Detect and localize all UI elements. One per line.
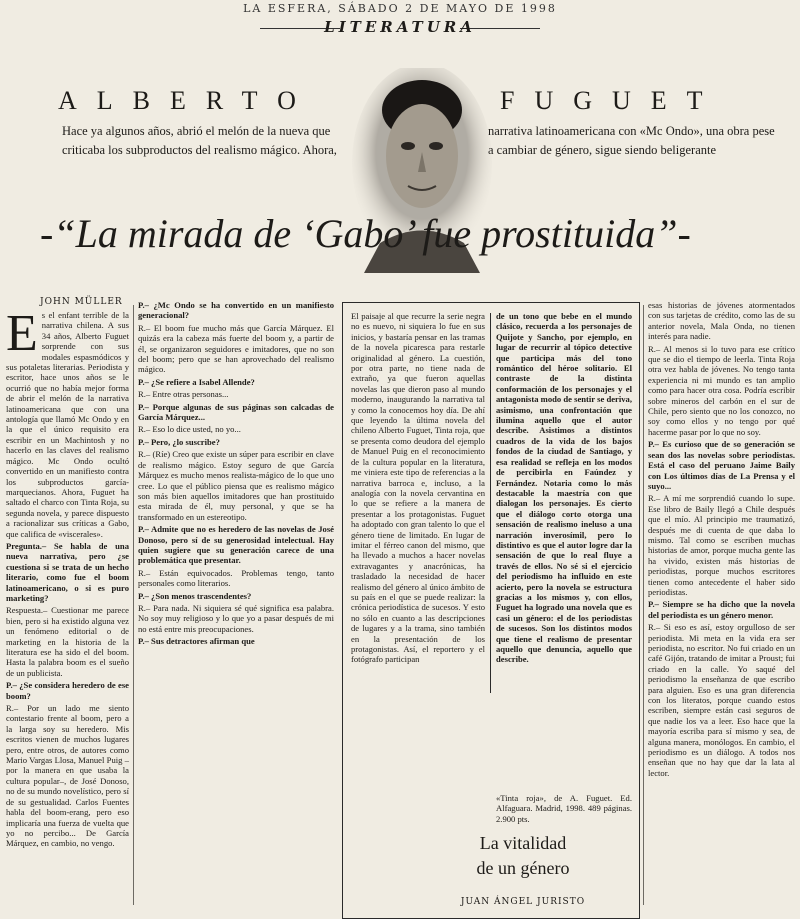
col4-paragraph: R.– Al menos si lo tuvo para ese crítico que se dio el tiempo de leerla. Tinta Roja otra vez habla de jóvenes. No tengo tanta experiencia ni mi mundo es tan amplio como para hacer otra cosa. Podría escribir sobre mineros del carbón en el sur de Chile, pero siento que no los conozco, no soy como ellos y no tengo por qué hacerme pasar por lo que no soy. — [648, 343, 795, 437]
col2-paragraph: P.– Porque algunas de sus páginas son calcadas de García Márquez... — [138, 401, 334, 423]
col2-paragraph: P.– ¿Son menos trascendentes? — [138, 590, 252, 601]
author-last-name: FUGUET — [500, 86, 723, 115]
col2-paragraph: R.– El boom fue mucho más que García Márquez. El quizás era la cabeza más fuerte del boom y, a partir de él, se organizaron seguidores e imitadores, que no son del boom; pero que se han aprovechado del realismo mágico. — [138, 322, 334, 375]
intro-left: Hace ya algunos años, abrió el melón de la nueva que criticaba los subproductos del realismo mágico. Ahora, — [62, 124, 337, 157]
col1-paragraph: P.– ¿Se considera heredero de ese boom? — [6, 680, 129, 701]
headline: -“La mirada de ‘Gabo’ fue prostituida”- — [40, 211, 691, 256]
section-title: LITERATURA — [324, 18, 476, 36]
col4-paragraph: P.– Siempre se ha dicho que la novela del periodista es un género menor. — [648, 599, 795, 620]
review-title-line-1: La vitalidad — [479, 833, 567, 853]
col4-paragraph: R.– A mí me sorprendió cuando lo supe. Ese libro de Baily llegó a Chile después que el mío. Al principio me traumatizó, después me di cuenta de que daba lo mismo. Tal como se escriben muchas historias de amor, porque mucha gente las ha vivido, existen más historias de periodistas, porque muchos escritores tienen como antecedente el haber sido periodistas. — [648, 493, 795, 597]
col4-paragraph: R.– Si eso es así, estoy orgulloso de ser periodista. Mi meta en la vida era ser periodista, no escritor. No fui criado en un café Gijón, tratando de imitar a Proust; fui criado en la calle. Yo saqué del periodismo la enseñanza de que escribo para alguien. Eso es una gran diferencia con los literatos, porque cuando estos escriben, siempre están casi seguros de que nadie los va a leer. Eso hace que la mayoría escriba para sí mismo y sea, de alguna manera, monólogos. En cambio, el periodismo es un diálogo. A todos nos enseñan que no hay que dar la lata al lector. — [648, 622, 795, 778]
col2-paragraph: R.– Están equivocados. Problemas tengo, tanto personales como literarios. — [138, 567, 334, 589]
byline: JOHN MÜLLER — [40, 297, 123, 307]
col2-paragraph: R.– Para nada. Ni siquiera sé qué significa esa palabra. No soy muy religioso y lo que yo a pasar después de mi no está entre mis preocupaciones. — [138, 602, 334, 634]
review-left-text: El paisaje al que recurre la serie negra no es nuevo, ni siquiera lo fue en sus inicios, y bastaría pensar en las tramas de la novela picaresca para restarle originalidad al género. La cuestión, por otra parte, no tiene nada de extraño, ya que fueron aquellas novelas las que dieron paso al mundo moderno, inaugurando la narrativa tal y como la conocemos hoy día. De ahí que leyendo la última novela del chileno Alberto Fuguet, Tinta roja, que se presenta como deudora del ejemplo de Manuel Puig en el reconocimiento de la cultura popular en la literatura, me viniera este tipo de referencias a la narrativa barroca e, incluso, a la analogía con la novela cervantina en lo que se refiere a la manera de presentar a los protagonistas. Fuguet ha adoptado con gran talento lo que el género tiene de limitado. En lugar de imitar el férreo canon del mismo, que ha llevado a muchos a hacer novelas extravagantes y anacrónicas, ha trasladado la necesidad de hacer realismo del género al único ámbito de su país en el que se puede realizar: la crónica periodística de sucesos. Y esto no sólo en cuanto a las descripciones de lugares y a la trama, sino también en la presentación de los protagonistas. Así, el reportero y el fotógrafo participan — [351, 311, 485, 665]
col2-paragraph: R.– Eso lo dice usted, no yo... — [138, 424, 241, 435]
review-box — [342, 302, 640, 919]
review-column-left — [351, 311, 485, 896]
masthead: LA ESFERA, SÁBADO 2 DE MAYO DE 1998 — [243, 2, 557, 15]
author-first-name: ALBERTO — [58, 86, 316, 115]
col2-paragraph: R.– (Ríe) Creo que existe un súper para escribir en clave de realismo mágico. Estoy seguro de que García Márquez es mucho menos realista-mágico de lo que uno cree. Lo que el público piensa que es realismo mágico son más bien aquellos imitadores que han prostituido esta mirada de él, muy personal, y que se ha transformado en un estereotipo. — [138, 449, 334, 522]
column-4 — [648, 300, 795, 910]
review-citation: «Tinta roja», de A. Fuguet. Ed. Alfaguara. Madrid, 1998. 489 páginas. 2.900 pts. — [496, 793, 632, 824]
column-1 — [6, 310, 129, 910]
column-rule — [133, 305, 134, 905]
intro-right: narrativa latinoamericana con «Mc Ondo», una obra pese a cambiar de género, sigue siendo beligerante — [488, 124, 775, 157]
col1-paragraph: s el enfant terrible de la narrativa chilena. A sus 34 años, Alberto Fuguet sorprende con sus modales espasmódicos y sus potaletas literarias. Periodista y escritor, hace unos años se le ocurrió que no había mejor forma de abrir el melón de la narrativa latinoamericana que con una antología que llamó Mc Ondo y en la que el único requisito era escribir en un Machintosh y no hacerlo en las claves del realismo mágico. Mc Ondo ocultó convertido en un manifiesto contra los subproductos garcía-marquecianos. Ahora, Fuguet ha saltado el charco con Tinta Roja, su segunda novela, y parece dispuesto a racionalizar sus críticas a Gabo, que califica de «viscerales». — [6, 310, 129, 539]
col4-paragraph: P.– Es curioso que de so generación se sean dos las novelas sobre periodistas. Está el caso del peruano Jaime Baily con Los últimos días de La Prensa y el suyo... — [648, 439, 795, 491]
col2-paragraph: P.– ¿Se refiere a Isabel Allende? — [138, 376, 255, 387]
col2-paragraph: P.– Pero, ¿lo suscribe? — [138, 436, 220, 447]
col2-paragraph: P.– Admite que no es heredero de las novelas de José Donoso, pero sí de su generosidad intelectual. Hay quien sugiere que su generación carece de una problemática que presentar. — [138, 524, 334, 566]
column-2 — [138, 300, 334, 910]
box-column-rule — [490, 313, 491, 693]
review-right-text: de un tono que bebe en el mundo clásico, recuerda a los personajes de Quijote y Sancho, por ejemplo, en lugar de recurrir al tópico detective que participa más del tono romántico del héroe solitario. El contraste de la distinta conformación de los personajes y el antagonista modo de sentir se deriva, asimismo, una confrontación que ilumina aquello que el autor describe. Asistimos a distintos cuadros de la vida de los bajos fondos de la ciudad de Santiago, y esa realidad se refleja en los modos de percibirla en Faúndez y Fernández. Notaria como lo más destacable la maestría con que dialogan los personajes. Es cierto que el diálogo corto otorga una sensación de realismo ineluso a una narración inverosímil, pero lo distintivo es que el autor logre dar la sensación de que lo real fluye a través de ellos. No sé si el ejercicio del periodismo ha influido en este acierto, pero la novela se estructura gracias a los mismos y, con ellos, Fuguet ha logrado una novela que es casi un género: el de los periodistas de sucesos. Son los distintos modos que tiene el realismo de presentar aquello que denuncia, aquello que describe. — [496, 311, 632, 665]
column-rule — [643, 305, 644, 905]
review-column-right — [496, 311, 632, 781]
col2-paragraph: P.– Sus detractores afirman que — [138, 636, 255, 647]
col2-paragraph: P.– ¿Mc Ondo se ha convertido en un manifiesto generacional? — [138, 300, 334, 321]
col1-paragraph: R.– Por un lado me siento contestario frente al boom, pero a la larga soy su heredero. Mis escritos vienen de muchos lugares pero, entre otros, de autores como Mario Vargas Llosa, Manuel Puig –por la manera en que usaba la cultura popular–, de José Donoso, no de su mundo novelístico, pero sí de su gestualidad. Carlos Fuentes habla del boom-erang, pero eso implicaría una fuerza de vuelta que yo no percibo... De García Márquez, en cambio, no vengo. — [6, 703, 129, 849]
col2-paragraph: R.– Entre otras personas... — [138, 389, 229, 400]
review-byline: JUAN ÁNGEL JURISTO — [460, 897, 586, 907]
drop-cap: E — [6, 310, 38, 362]
col4-paragraph: esas historias de jóvenes atormentados con sus tarjetas de crédito, como las de su anterior novela, Mala Onda, no tienen interés para nadie. — [648, 300, 795, 342]
col1-paragraph: Pregunta.– Se habla de una nueva narrativa, pero ¿se cuestiona si se trata de un hecho literario, como fue el boom latinoamericano, o si es puro marketing? — [6, 540, 129, 603]
col1-paragraph: Respuesta.– Cuestionar me parece bien, pero si ha existido alguna vez un fenómeno editorial o de marketing en la historia de la literatura ese ha sido el del boom. Hasta la palabra boom es el sueño de un publicista. — [6, 605, 129, 678]
review-title-line-2: de un género — [476, 858, 570, 878]
